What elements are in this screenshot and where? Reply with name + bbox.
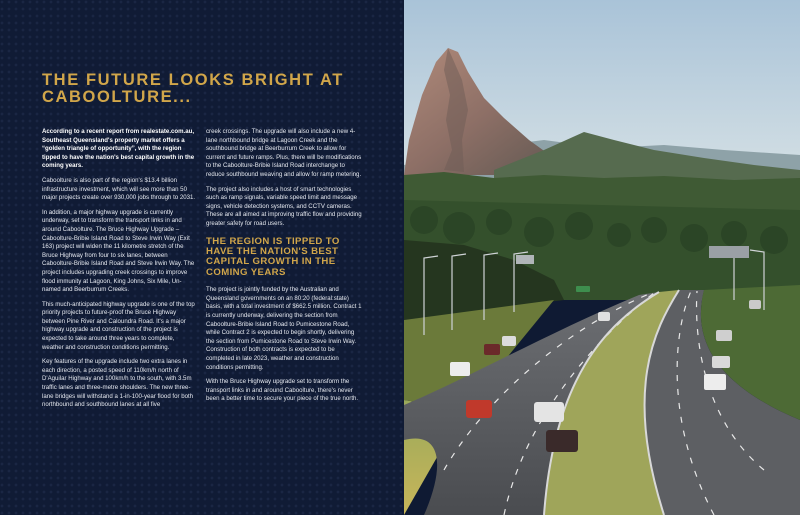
highway-photo [404, 0, 800, 515]
text-column-1 [42, 128, 197, 416]
page-headline: THE FUTURE LOOKS BRIGHT AT CABOOLTURE... [42, 71, 344, 106]
text-column-2 [206, 128, 363, 410]
body-paragraph: Caboolture is also part of the region's $13.4 billion infrastructure investment, which will see more than 50 major projects create over 930,000 jobs through to 2031. [42, 176, 196, 202]
body-paragraph: This much-anticipated highway upgrade is one of the top priority projects to future-proof the Bruce Highway between Pine River and Caloundra Road. It's a major highway upgrade and construction of the project is expected to take around three years to complete, weather and construction conditions permitting. [42, 300, 195, 351]
body-paragraph: Key features of the upgrade include two extra lanes in each direction, a posted speed of 110km/h north of D'Aguilar Highway and 100km/h to the south, with 3.5m traffic lanes and three-metre shoulders. The new three-lane bridges will withstand a 1-in-100-year flood for both northbound and southbound lanes at all five [42, 358, 194, 409]
body-paragraph: The project also includes a host of smart technologies such as ramp signals, variable speed limit and message signs, vehicle detection systems, and CCTV cameras. These are all aimed at improving traffic flow and providing greater safety for road users. [206, 185, 362, 227]
body-paragraph: With the Bruce Highway upgrade set to transform the transport links in and around Caboolture, there's never been a better time to secure your piece of the true north. [206, 378, 359, 403]
body-paragraph: The project is jointly funded by the Australian and Queensland governments on an 80:20 (federal:state) basis, with a total investment of $662.5 million. Contract 1 is currently underway, delivering the section from Caboolture-Bribie Island Road to Pumicestone Road, while Contract 2 is expected to begin shortly, delivering the section from Pumicestone Road to Steve Irwin Way. Construction of both contracts is expected to be completed in late 2023, weather and construction conditions permitting. [206, 286, 362, 371]
highway-mountain-photo-icon [404, 0, 800, 515]
body-paragraph: creek crossings. The upgrade will also include a new 4-lane northbound bridge at Lagoon Creek and the southbound bridge at Beerburrum Creek to allow for current and future ramps. Plus, there will be modifications to the Caboolture-Bribie Island Road interchange to reduce southbound weaving and allow for ramp metering. [206, 128, 362, 178]
section-subheading: THE REGION IS TIPPED TO HAVE THE NATION'S BEST CAPITAL GROWTH IN THE COMING YEARS [206, 235, 340, 278]
body-paragraph: In addition, a major highway upgrade is currently underway, set to transform the transport links in and around Caboolture. The Bruce Highway Upgrade – Caboolture-Bribie Island Road to Steve Irwin Way (Exit 163) project will widen the 11 kilometre stretch of the Bruce Highway from four to six lanes, between Caboolture-Bribie Island Road and Steve Irwin Way. The project includes upgrading creek crossings to improve flood immunity at Lagoon, King Johns, Six Mile, Un-named and Beerburrum Creeks. [42, 208, 195, 294]
intro-paragraph: According to a recent report from realestate.com.au, Southeast Queensland's property market offers a “golden triangle of opportunity”, with the region tipped to have the nation's best capital growth in the coming years. [42, 128, 195, 170]
